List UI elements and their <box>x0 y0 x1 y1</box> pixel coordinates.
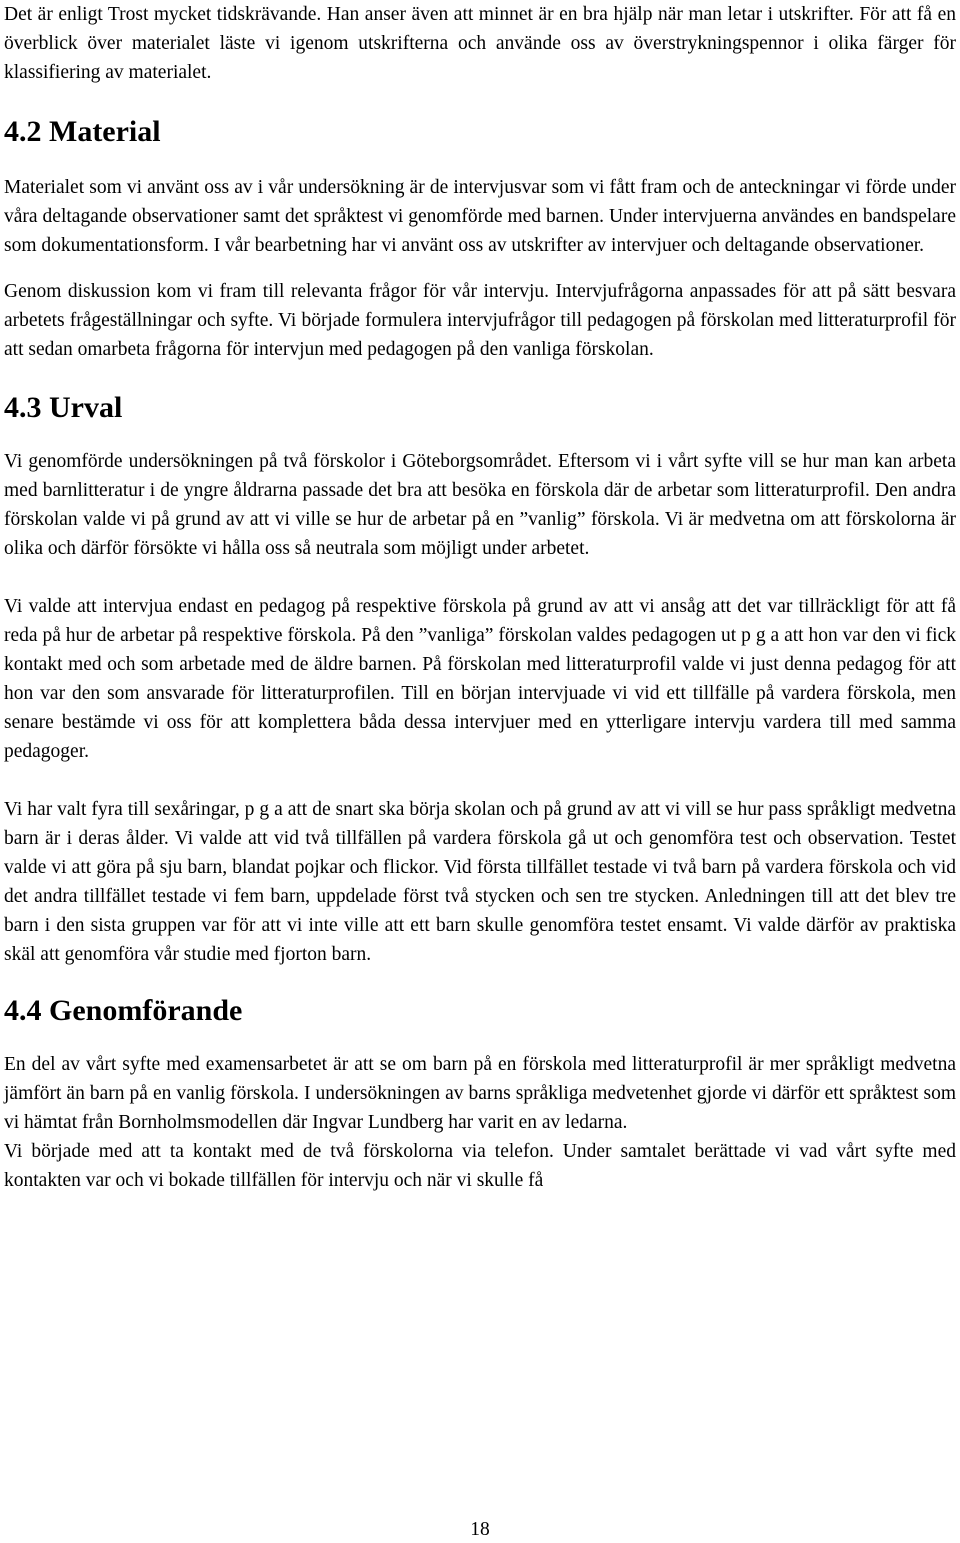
heading-4-2: 4.2 Material <box>4 115 161 148</box>
heading-4-4: 4.4 Genomförande <box>4 994 243 1027</box>
document-page <box>4 0 956 1195</box>
heading-4-3: 4.3 Urval <box>4 391 123 424</box>
section-4-3-paragraph-3: Vi har valt fyra till sexåringar, p g a att de snart ska börja skolan och på grund av att vi vill se hur pass språkligt medvetna barn är i deras ålder. Vi valde att vid två tillfällen på vardera förskola gå ut och genomföra test och observation. Testet valde vi att göra på sju barn, blandat pojkar och flickor. Vid första tillfället testade vi två barn på vardera förskola och vid det andra tillfället testade vi fem barn, uppdelade först två stycken och sen tre stycken. Anledningen till att det blev tre barn i den sista gruppen var för att vi inte ville att ett barn skulle genomföra testet ensamt. Vi valde därför av praktiska skäl att genomföra vår studie med fjorton barn. <box>4 799 956 965</box>
section-4-4-paragraph-1: En del av vårt syfte med examensarbetet är att se om barn på en förskola med litteraturprofil är mer språkligt medvetna jämfört än barn på en vanlig förskola. I undersökningen av barns språkliga medvetenhet gjorde vi därför ett språktest som vi hämtat från Bornholmsmodellen där Ingvar Lundberg har varit en av ledarna. <box>4 1054 956 1133</box>
section-4-2-paragraph-1: Materialet som vi använt oss av i vår undersökning är de intervjusvar som vi fått fram och de anteckningar vi förde under våra deltagande observationer samt det språktest vi genomförde med barnen. Under intervjuerna användes en bandspelare som dokumentationsform. I vår bearbetning har vi använt oss av utskrifter av intervjuer och deltagande observationer. <box>4 177 956 256</box>
section-4-3-paragraph-2: Vi valde att intervjua endast en pedagog på respektive förskola på grund av att vi ansåg att det var tillräckligt för att få reda på hur de arbetar på respektive förskola. På den ”vanliga” förskolan valdes pedagogen ut p g a att hon var den vi fick kontakt med och som arbetade med de äldre barnen. På förskolan med litteraturprofil valde vi just denna pedagog för att hon var den som ansvarade för litteraturprofilen. Till en början intervjuade vi vid ett tillfälle på vardera förskola, men senare bestämde vi oss för att komplettera båda dessa intervjuer med en ytterligare intervju vardera till med samma pedagoger. <box>4 596 956 762</box>
section-4-2-paragraph-2: Genom diskussion kom vi fram till relevanta frågor för vår intervju. Intervjufrågorna anpassades för att på sätt besvara arbetets frågeställningar och syfte. Vi började formulera intervjufrågor till pedagogen på förskolan med litteraturprofil för att sedan omarbeta frågorna för intervjun med pedagogen på den vanliga förskolan. <box>4 281 956 360</box>
section-4-3-paragraph-1: Vi genomförde undersökningen på två förskolor i Göteborgsområdet. Eftersom vi i vårt syfte vill se hur man kan arbeta med barnlitteratur i de yngre åldrarna passade det bra att besöka en förskola där de arbetar som litteraturprofil. Den andra förskolan valde vi på grund av att vi ville se hur de arbetar på en ”vanlig” förskola. Vi är medvetna om att förskolorna är olika och därför försökte vi hålla oss så neutrala som möjligt under arbetet. <box>4 451 956 559</box>
page-number: 18 <box>470 1519 490 1540</box>
section-4-4-paragraph-2: Vi började med att ta kontakt med de två förskolorna via telefon. Under samtalet berättade vi vad vårt syfte med kontakten var och vi bokade tillfällen för intervju och när vi skulle få <box>4 1141 956 1191</box>
intro-paragraph: Det är enligt Trost mycket tidskrävande. Han anser även att minnet är en bra hjälp när man letar i utskrifter. För att få en överblick över materialet läste vi igenom utskrifterna och använde oss av överstrykningspennor i olika färger för klassifiering av materialet. <box>4 4 956 83</box>
